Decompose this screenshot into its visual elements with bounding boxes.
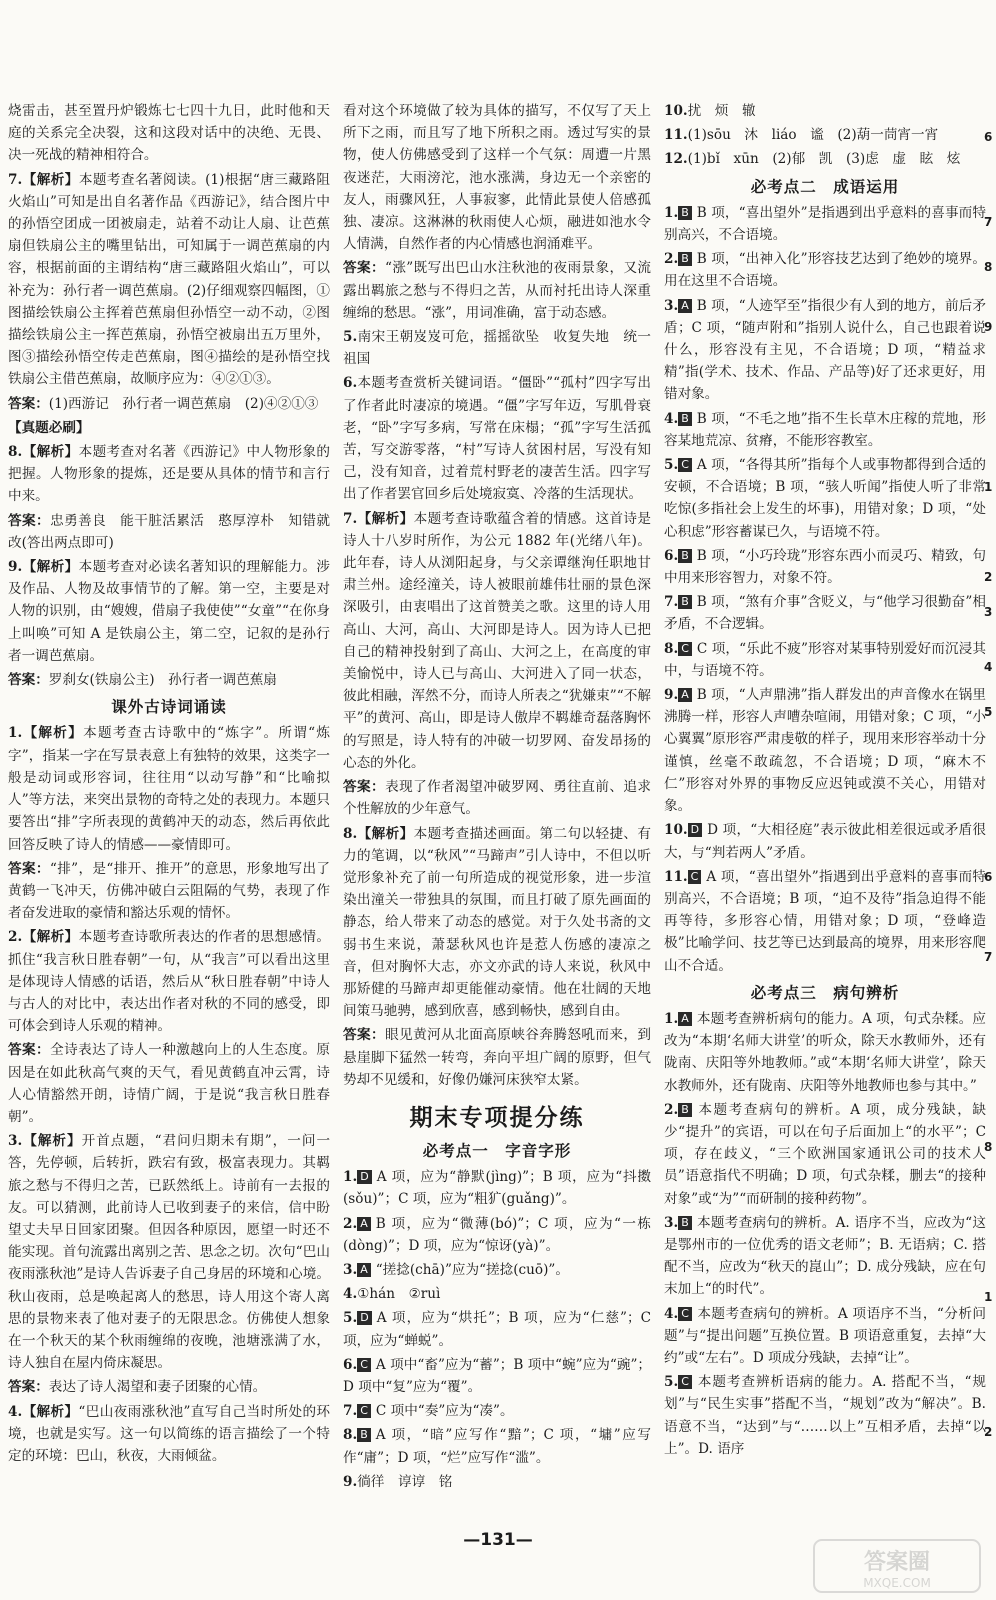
question-number: 1. [8, 725, 23, 742]
real-exam-label: 【 真题必刷 】 [8, 420, 90, 436]
item-number: 2. [664, 251, 679, 268]
column-right [664, 100, 986, 1520]
answer-text: “涨”既写出巴山水注秋池的夜雨景象，又流露出羁旅之愁与不得归之苦，从而衬托出诗人深重缠绵的愁思。“涨”，用词准确，富于动态感。 [343, 260, 651, 321]
item-number: 12. [664, 151, 688, 168]
answer-badge: B [357, 1428, 371, 1442]
poem-answer-1 [8, 858, 330, 925]
item-number: 4. [664, 410, 679, 427]
section-heading: 课外古诗词诵读 [111, 698, 227, 717]
edge-digit: 2 [984, 570, 993, 584]
sentence-items [664, 1008, 986, 1460]
question-number: 6. [343, 375, 358, 392]
item-number: 2. [343, 1215, 358, 1232]
list-item [664, 638, 986, 682]
item-number: 4. [664, 1305, 679, 1322]
item-number: 2. [664, 1101, 679, 1118]
answer-7 [8, 393, 330, 415]
list-item [664, 1303, 986, 1370]
list-item [664, 1008, 986, 1097]
edge-digit: 7 [984, 950, 993, 964]
list-item [343, 1283, 651, 1305]
answer-badge: B [678, 412, 692, 426]
question-number: 8. [343, 825, 358, 842]
item-number: 3. [664, 1214, 679, 1231]
answer-label: 答案 ： [8, 861, 50, 877]
answer-badge: C [678, 458, 692, 472]
edge-digit: 5 [984, 705, 993, 719]
list-item [343, 1166, 651, 1210]
list-item [664, 202, 986, 246]
item-text: C 项中“奏”应为“凑”。 [375, 1403, 514, 1420]
analysis-text: “巴山夜雨涨秋池”直写自己当时所处的环境，也就是实写。这一句以简练的语言描绘了一个特定的环境：巴山，秋夜，大雨倾盆。 [8, 1403, 330, 1464]
answer-badge: B [678, 252, 692, 266]
item-number: 6. [664, 547, 679, 564]
analysis-text: 本题考查名著阅读。(1)根据“唐三藏路阻火焰山”可知是出自名著作品《西游记》，结合图片中的孙悟空团成一团被扇走，站着不动让人扇、让芭蕉扇但铁扇公主的嘴里钻出，可知属于一调芭蕉扇的内容，根据前面的主谓结构“唐三藏路阻火焰山”，可以补充为：孙行者一调芭蕉扇。(2)仔细观察四幅图，①图描绘铁扇公主挥着芭蕉扇但孙悟空一动不动，②图描绘铁扇公主一挥芭蕉扇，孙悟空被扇出五万里外，图③描绘孙悟空传走芭蕉扇，图④描绘的是孙悟空找铁扇公主借芭蕉扇，故顺序应为：④②①③。 [8, 171, 330, 388]
poem-question-8 [343, 823, 651, 1023]
answer-badge: B [678, 595, 692, 609]
question-number: 3. [8, 1133, 23, 1150]
list-item [343, 1424, 651, 1468]
item-text: 本题考查病句的辨析。A 项，成分残缺，缺少“提升”的宾语，可以在句子后面加上“的水平”；C 项，存在歧义，“三个欧洲国家通讯公司的技术人员”语意指代不明确；D 项，句式杂糅，删去“的接种对象”或“为”“而研制的接种药物”。 [664, 1101, 986, 1207]
poem-question-5 [343, 326, 651, 370]
list-item [664, 1371, 986, 1460]
column-left [8, 100, 330, 1520]
poem-question-3 [8, 1130, 330, 1374]
analysis-label: 【 解析 】 [22, 444, 78, 460]
analysis-text: 本题考查描述画面。第二句以轻捷、有力的笔调，以“秋风”“马蹄声”引人诗中，不但以听觉形象补充了前一句所造成的视觉形象，进一步渲染出潼关一带独具的氛围，而且打破了原先画面的静态，给人带来了动态的感觉。对于久处书斋的文弱书生来说，萧瑟秋风也许是惹人伤感的凄凉之音，但对胸怀大志，亦文亦武的诗人来说，秋风中那矫健的马蹄声却更能催动豪情。他在壮阔的天地间策马驰骋，感到欣喜，感到畅快，感到自由。 [343, 825, 651, 1020]
item-text: ①hán ②ruì [357, 1286, 441, 1303]
item-number: 5. [343, 1310, 358, 1327]
item-text: B 项，“人声鼎沸”指人群发出的声音像水在锅里沸腾一样，形容人声嘈杂喧闹，用错对象；C 项，“小心翼翼”原形容严肃虔敬的样子，现用来形容举动十分谨慎，丝毫不敢疏忽，不合语境；D 项，“麻木不仁”形容对外界的事物反应迟钝或漠不关心，用错对象。 [664, 687, 986, 815]
analysis-label: 【 解析 】 [22, 725, 83, 741]
item-text: 本题考查病句的辨析。A. 语序不当，应改为“这是鄂州市的一位优秀的语文老师”；B. 无语病；C. 搭配不当，应改为“秋天的崑山”；D. 成分残缺，应在句末加上“的时代”。 [664, 1214, 986, 1298]
list-item [664, 454, 986, 543]
item-text: 扰 烦 辙 [687, 103, 756, 119]
edge-digit: 3 [984, 605, 993, 619]
real-exam-heading [8, 417, 330, 439]
item-number: 8. [664, 640, 679, 657]
answer-badge: D [357, 1170, 371, 1184]
column-middle [343, 100, 651, 1520]
svg-text:答案圈: 答案圈 [863, 1550, 931, 1575]
list-item [343, 1471, 651, 1493]
question-number: 7. [8, 171, 23, 188]
poem-answer-3 [8, 1376, 330, 1398]
list-item [664, 148, 986, 170]
list-item [664, 591, 986, 635]
answer-badge: C [678, 1307, 692, 1321]
item-text: (1)sōu 沐 liáo 谧 (2)葫一茼宵一宵 [687, 127, 939, 144]
edge-digit: 6 [984, 870, 993, 884]
answer-badge: C [678, 1375, 692, 1389]
item-text: A 项，应为“静默(jìng)”；B 项，应为“抖擞(sǒu)”；C 项，应为“粗犷(guǎng)”。 [343, 1169, 651, 1208]
question-7 [8, 169, 330, 391]
edge-digit: 2 [984, 1425, 993, 1439]
edge-digit: 8 [984, 260, 993, 274]
list-item [664, 100, 986, 122]
question-number: 9. [8, 559, 23, 576]
item-number: 9. [343, 1473, 358, 1490]
answer-badge: A [357, 1263, 371, 1277]
section-heading: 必考点二 成语运用 [750, 177, 900, 196]
item-number: 5. [664, 457, 679, 474]
question-number: 8. [8, 444, 23, 461]
question-number: 2. [8, 929, 23, 946]
item-text: B 项，应为“微薄(bó)”；C 项，应为“一栋(dòng)”；D 项，应为“惊讶(yà)”。 [343, 1215, 651, 1254]
analysis-label: 【 解析 】 [22, 1404, 78, 1420]
analysis-label: 【 解析 】 [22, 559, 78, 575]
answer-8 [8, 510, 330, 554]
answer-badge: C [357, 1358, 371, 1372]
analysis-text: 本题考查诗歌所表达的作者的思想感情。抓住“我言秋日胜春朝”一句，从“我言”可以看出这里是体现诗人情感的话语，然后从“秋日胜春朝”中诗人与古人的对比中，表达出作者对秋的不同的感受，即可体会到诗人乐观的精神。 [8, 929, 330, 1035]
intro-paragraph: 烧雷击，甚至置丹炉锻炼七七四十九日，此时他和天庭的关系完全决裂，这和这段对话中的决绝、无畏、决一死战的精神相符合。 [8, 103, 330, 164]
question-text: 南宋王朝岌岌可危，摇摇欲坠 收复失地 统一祖国 [343, 329, 651, 368]
item-text: A 项，“喜出望外”指遇到出乎意料的喜事而特别高兴，不合语境；B 项，“迫不及待”指急迫得不能再等待，多形容心情，用错对象；D 项，“登峰造极”比喻学问、技艺等已达到最高的境界，用来形容爬山不合适。 [664, 868, 986, 974]
list-item [343, 1213, 651, 1257]
poem-question-2 [8, 926, 330, 1037]
answer-text: 罗刹女(铁扇公主) 孙行者一调芭蕉扇 [48, 672, 277, 689]
list-item [343, 1259, 651, 1281]
edge-digit: 7 [984, 215, 993, 229]
answer-label: 答案 ： [8, 1379, 49, 1395]
edge-digit: 9 [984, 320, 993, 334]
answer-text: 表达了诗人渴望和妻子团聚的心情。 [48, 1379, 267, 1396]
answer-badge: C [357, 1404, 371, 1418]
answer-label: 答案 ： [8, 396, 49, 412]
item-text: B 项，“小巧玲珑”形容东西小而灵巧、精致，句中用来形容智力，对象不符。 [664, 547, 986, 587]
question-number: 4. [8, 1403, 23, 1420]
item-number: 10. [664, 822, 688, 839]
item-number: 10. [664, 103, 688, 119]
answer-badge: B [678, 549, 692, 563]
item-number: 7. [664, 594, 679, 611]
pronunciation-items [343, 1166, 651, 1493]
answer-badge: B [678, 1216, 692, 1230]
analysis-text: 开首点题，“君问归期未有期”，一问一答，先停顿，后转折，跌宕有致，极富表现力。其羁旅之愁与不得归之苦，已跃然纸上。诗前有一去报的友。可以猜测，此前诗人已收到妻子的来信，信中盼望丈夫早日回家团聚。但因各种原因，愿望一时还不能实现。首句流露出离别之苦、思念之切。次句“巴山夜雨涨秋池”是诗人告诉妻子自己身居的环境和心境。秋山夜雨，总是唤起离人的愁思，诗人用这个寄人离思的景物来表了他对妻子的无限思念。仿佛使人想象在一个秋天的某个秋雨缠绵的夜晚，池塘涨满了水，诗人独自在屋内倚床凝思。 [8, 1133, 330, 1372]
item-number: 11. [664, 868, 688, 885]
item-text: B 项，“人迹罕至”指很少有人到的地方，前后矛盾；C 项，“随声附和”指别人说什么，自己也跟着说什么，形容没有主见，不合语境；D 项，“精益求精”指(学术、技术、作品、产品等)好了还求更好，用错对象。 [664, 297, 986, 403]
item-text: 本题考查辨析病句的能力。A 项，句式杂糅。应改为“本期‘名师大讲堂’的听众，除天水教师外，还有陇南、庆阳等外地教师。”或“本期‘名师大讲堂’，除天水教师外，还有陇南、庆阳等外地教师也参与其中。” [664, 1010, 986, 1094]
analysis-text: 本题考查对必读名著知识的理解能力。涉及作品、人物及故事情节的了解。第一空，主要是对人物的识别，由“嫂嫂，借扇子我使使”“女童”“在你身上叫唤”可知 A 是铁扇公主，第二空，记叙的是孙行者一调芭蕉扇。 [8, 559, 330, 664]
item-text: 本题考查辨析语病的能力。A. 搭配不当，“规划”与“民生实事”搭配不当，“规划”改为“解决”。B. 语意不当，“达到”与“……以上”互相矛盾，去掉“以上”。D. 语序 [664, 1374, 986, 1457]
list-item [664, 295, 986, 406]
page-edge-digits [981, 100, 996, 1520]
item-text: A 项中“畜”应为“蓄”；B 项中“蜿”应为“豌”；D 项中“复”应为“覆”。 [343, 1356, 651, 1395]
answer-text: 表现了作者渴望冲破罗网、勇往直前、追求个性解放的少年意气。 [343, 779, 651, 818]
item-number: 1. [664, 204, 679, 221]
item-text: A 项，应为“烘托”；B 项，应为“仁慈”；C 项，应为“蝉蜕”。 [343, 1310, 651, 1349]
analysis-text: 本题考查古诗歌中的“炼字”。所谓“炼字”，指某一字在写景表意上有独特的效果，这类字一般是动词或形容词，往往用“以动写静”和“比喻拟人”等方法，来突出景物的奇特之处的表现力。本题只要答出“排”字所表现的黄鹤冲天的动态，然后再依此回答反映了诗人的情感——豪情即可。 [8, 725, 330, 853]
question-number: 7. [343, 510, 358, 527]
answer-label: 答案 ： [343, 260, 385, 276]
section-heading: 必考点三 病句辨析 [750, 983, 900, 1002]
answer-badge: D [688, 823, 702, 837]
list-item [664, 124, 986, 146]
item-text: “搓捻(chā)”应为“搓捻(cuō)”。 [375, 1261, 569, 1278]
poem-question-4 [8, 1401, 330, 1468]
list-item [664, 408, 986, 452]
list-item [664, 819, 986, 863]
analysis-label: 【 解析 】 [357, 511, 413, 527]
item-number: 7. [343, 1403, 358, 1420]
item-text: C 项，“乐此不疲”形容对某事特别爱好而沉浸其中，与语境不符。 [664, 640, 986, 679]
poem-question-7 [343, 508, 651, 774]
answer-label: 答案 ： [8, 1042, 50, 1058]
item-text: A 项，“各得其所”指每个人或事物都得到合适的安顿，不合语境；B 项，“骇人听闻”指使人听了非常吃惊(多指社会上发生的坏事)，用错对象；D 项，“处心积虑”形容蓄谋已久，与语境不符。 [664, 457, 986, 540]
list-item [664, 1099, 986, 1210]
idiom-items [664, 202, 986, 977]
item-number: 8. [343, 1427, 358, 1444]
analysis-text: 本题考查对名著《西游记》中人物形象的把握。人物形象的提炼，还是要从具体的情节和言行中来。 [8, 444, 330, 505]
edge-digit: 8 [984, 1140, 993, 1154]
answer-text: 全诗表达了诗人一种激越向上的人生态度。原因是在如此秋高气爽的天气，看见黄鹤直冲云霄，诗人心情豁然开朗，诗情广阔，于是说“我言秋日胜春朝”。 [8, 1042, 330, 1125]
list-item [664, 545, 986, 589]
answer-text: 眼见黄河从北面高原峡谷奔腾怒吼而来，到悬崖脚下猛然一转弯，奔向平坦广阔的原野，但气势却不见缓和，好像仍嫌河床狭窄太紧。 [343, 1027, 651, 1088]
answer-badge: D [357, 1311, 371, 1325]
item-number: 1. [343, 1169, 358, 1186]
list-item [664, 1212, 986, 1301]
section-heading: 必考点一 字音字形 [422, 1141, 572, 1160]
list-item [343, 1307, 651, 1351]
answer-badge: C [678, 642, 692, 656]
item-text: A 项，“暗”应写作“黯”；C 项，“墉”应写作“庸”；D 项，“烂”应写作“滥”。 [343, 1427, 651, 1466]
svg-text:MXQE.COM: MXQE.COM [863, 1576, 931, 1590]
answer-text: 忠勇善良 能干脏活累活 憨厚淳朴 知错就改(答出两点即可) [8, 512, 330, 551]
question-number: 5. [343, 329, 358, 346]
poem-answer-7 [343, 776, 651, 820]
analysis-label: 【 解析 】 [357, 826, 413, 842]
watermark-logo [812, 1538, 982, 1594]
poem-answer-2 [8, 1039, 330, 1128]
answer-badge: A [678, 1012, 692, 1026]
item-text: (1)bǐ xūn (2)郁 凯 (3)虑 虚 眩 炫 [687, 151, 961, 168]
item-text: B 项，“出神入化”形容技艺达到了绝妙的境界。用在这里不合语境。 [664, 251, 986, 290]
poem-question-1 [8, 722, 330, 855]
question-9 [8, 556, 330, 667]
answer-label: 答案 ： [8, 513, 50, 529]
answer-text: “排”，是“排开、推开”的意思，形象地写出了黄鹤一飞冲天，仿佛冲破白云阻隔的气势，表现了作者奋发进取的豪情和豁达乐观的情怀。 [8, 860, 330, 922]
analysis-label: 【 解析 】 [22, 1133, 81, 1149]
edge-digit: 1 [984, 1290, 993, 1304]
poem-answer-4 [343, 257, 651, 324]
answer-badge: A [678, 688, 692, 702]
answer-9 [8, 669, 330, 691]
question-text: 本题考查赏析关键词语。“僵卧”“孤村”四字写出了作者此时凄凉的境遇。“僵”字写年迈，写肌骨衰老，“卧”字写多病，写常在床榻；“孤”字写生活孤苦，写交游零落，“村”写诗人贫困村居，写没有知己，没有知音，过着荒村野老的凄苦生活。四字写出了作者罢官回乡后处境寂寞、冷落的生活现状。 [343, 375, 651, 503]
answer-label: 答案 ： [8, 672, 49, 688]
poem-question-6 [343, 372, 651, 505]
answer-badge: B [678, 206, 692, 220]
edge-digit: 1 [984, 480, 993, 494]
analysis-label: 【 解析 】 [22, 172, 79, 188]
answer-text: (1)西游记 孙行者一调芭蕉扇 (2)④②①③ [48, 395, 319, 412]
poem-answer-8 [343, 1024, 651, 1091]
list-item [664, 866, 986, 977]
list-item [664, 684, 986, 817]
item-number: 3. [664, 297, 679, 314]
item-number: 1. [664, 1010, 679, 1027]
item-text: B 项，“不毛之地”指不生长草木庄稼的荒地，形容某地荒凉、贫瘠，不能形容教室。 [664, 410, 986, 449]
question-8 [8, 441, 330, 508]
analysis-text: 本题考查诗歌蕴含着的情感。这首诗是诗人十八岁时所作，为公元 1882 年(光绪八年)。此年春，诗人从浏阳起身，与父亲谭继洵任职地甘肃兰州。途经潼关，诗人被眼前雄伟壮丽的景色深深吸引，由衷唱出了这首赞美之歌。这里的诗人用高山、大河，高山、大河即是诗人。因为诗人已把自己的精神投射到了高山、大河之上，在高度的审美愉悦中，诗人已与高山、大河进入了同一状态，彼此相融，浑然不分，而诗人所表之“犹嫌束”“不解平”的黄河、高山，即是诗人傲岸不羁雄奇磊落胸怀的写照是，诗人特有的冲破一切罗网、奋发昂扬的心态的外化。 [343, 510, 651, 771]
item-number: 9. [664, 687, 679, 704]
poem-question-4-continued: 看对这个环境做了较为具体的描写，不仅写了天上所下之雨，而且写了地下所积之雨。透过写实的景物，使人仿佛感受到了这样一个气氛：周遭一片黑夜迷茫，大雨滂沱，池水涨满，身边无一个亲密的友人，雨骤风狂，人事寂寥，此情此景使人倍感孤独、凄凉。这淋淋的秋雨使人心烦，融进如池水令人情满，自然作者的内心情感也润涌难平。 [343, 103, 651, 253]
page-number: —131— [463, 1530, 533, 1550]
answer-badge: A [357, 1217, 371, 1231]
item-number: 11. [664, 127, 688, 144]
answer-label: 答案 ： [343, 1027, 385, 1043]
answer-badge: A [678, 299, 692, 313]
edge-digit: 4 [984, 660, 993, 674]
edge-digit: 6 [984, 130, 993, 144]
list-item [664, 248, 986, 292]
list-item [343, 1354, 651, 1398]
item-text: 本题考查病句的辨析。A 项语序不当，“分析问题”与“提出问题”互换位置。B 项语意重复，去掉“大约”或“左右”。D 项成分残缺，去掉“让”。 [664, 1305, 986, 1366]
answer-label: 答案 ： [343, 779, 385, 795]
list-item [343, 1400, 651, 1422]
answer-badge: B [678, 1103, 692, 1117]
item-number: 5. [664, 1374, 679, 1391]
item-number: 3. [343, 1261, 358, 1278]
item-text: B 项，“喜出望外”是指遇到出乎意料的喜事而特别高兴，不合语境。 [664, 204, 986, 244]
analysis-label: 【 解析 】 [22, 929, 78, 945]
answer-badge: C [688, 870, 702, 884]
unit-title: 期末专项提分练 [409, 1104, 585, 1131]
item-text: B 项，“煞有介事”含贬义，与“他学习很勤奋”相矛盾，不合逻辑。 [664, 594, 986, 633]
item-number: 4. [343, 1286, 358, 1303]
item-text: D 项，“大相径庭”表示彼此相差很远或矛盾很大，与“判若两人”矛盾。 [664, 822, 986, 861]
item-text: 徜徉 谆谆 铭 [357, 1473, 453, 1490]
item-number: 6. [343, 1356, 358, 1373]
